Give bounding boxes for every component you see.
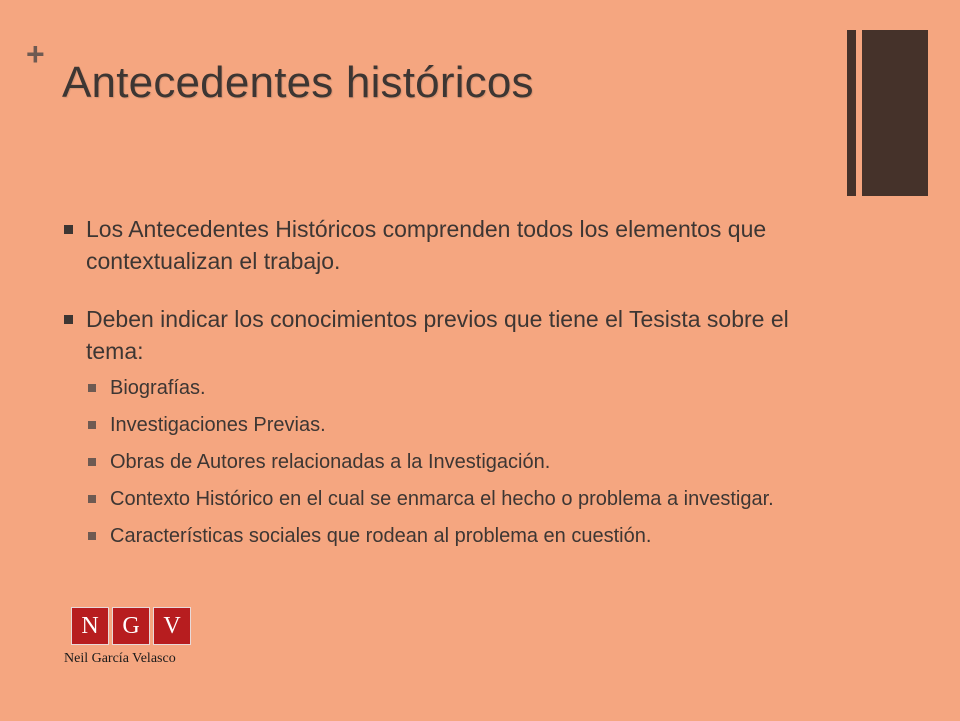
square-bullet-icon — [64, 315, 73, 324]
bullet-text: Los Antecedentes Históricos comprenden todos los elementos que contextualizan el trabajo. — [86, 216, 767, 274]
square-bullet-icon — [88, 495, 96, 503]
sub-bullet-text: Investigaciones Previas. — [110, 414, 326, 436]
corner-bar-thin — [847, 30, 856, 196]
square-bullet-icon — [88, 384, 96, 392]
sub-bullet-text: Características sociales que rodean al problema en cuestión. — [110, 525, 652, 547]
slide-title: Antecedentes históricos — [62, 58, 534, 107]
logo-letter-g: G — [112, 607, 150, 645]
sub-bullet-item — [86, 410, 852, 440]
corner-bar-thick — [862, 30, 928, 196]
sub-bullet-item — [86, 373, 852, 403]
logo-letter-v: V — [153, 607, 191, 645]
bullet-list — [62, 213, 852, 558]
sub-bullet-list — [62, 373, 852, 551]
square-bullet-icon — [88, 421, 96, 429]
logo-letter-n: N — [71, 607, 109, 645]
bullet-text: Deben indicar los conocimientos previos que tiene el Tesista sobre el tema: — [86, 306, 789, 364]
sub-bullet-text: Contexto Histórico en el cual se enmarca el hecho o problema a investigar. — [110, 488, 774, 510]
logo-name: Neil García Velasco — [64, 651, 176, 666]
bullet-item — [62, 303, 852, 367]
sub-bullet-item — [86, 521, 852, 551]
sub-bullet-text: Biografías. — [110, 377, 206, 399]
square-bullet-icon — [88, 458, 96, 466]
plus-icon: + — [26, 36, 45, 72]
square-bullet-icon — [88, 532, 96, 540]
square-bullet-icon — [64, 225, 73, 234]
sub-bullet-text: Obras de Autores relacionadas a la Investigación. — [110, 451, 551, 473]
sub-bullet-item — [86, 484, 852, 514]
ngv-logo — [71, 607, 191, 645]
bullet-item — [62, 213, 852, 277]
sub-bullet-item — [86, 447, 852, 477]
